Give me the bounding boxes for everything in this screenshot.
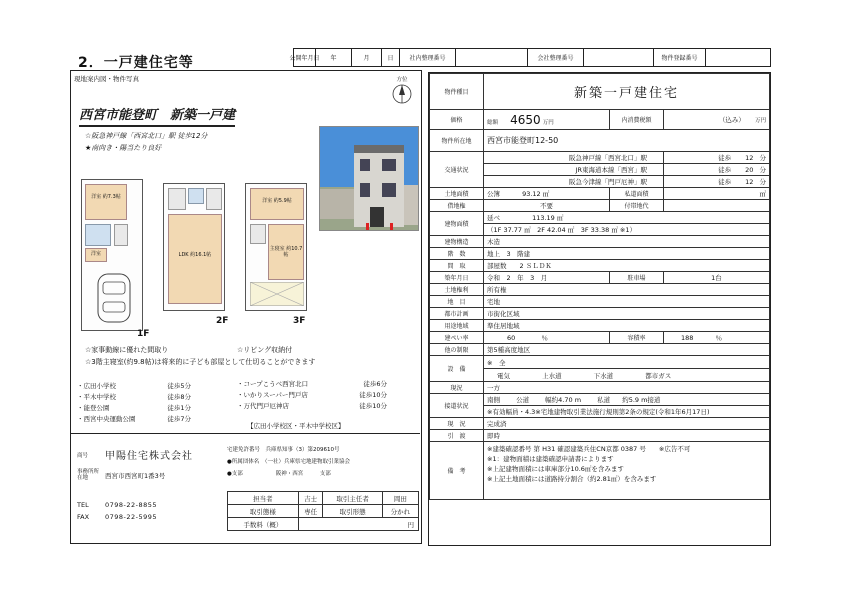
1f-stairs (114, 224, 128, 246)
header-cell-internal-no: 社内整理番号 (400, 49, 456, 66)
tel-label: TEL (77, 501, 89, 509)
staff-h4: 取引形態 (323, 505, 382, 518)
section-title: 2．一戸建住宅等 (78, 55, 194, 71)
3f-master-bedroom-label: 主寝室 約10.7帖 (269, 246, 303, 258)
built-label: 築年月日 (430, 272, 484, 284)
map-photo-panel (70, 70, 422, 544)
tax-cell (664, 110, 770, 130)
current-label: 現 況 (430, 418, 484, 430)
price-value: 4650 (510, 112, 541, 127)
floors: 地上 3 階建 (484, 248, 770, 260)
divider (71, 433, 420, 434)
header-cell-company-no-value (584, 49, 654, 66)
2f-toilet (188, 188, 204, 204)
remark-3: ※上記建物面積には車庫部分10.6㎡を含みます (487, 465, 624, 473)
transport-walk-2: 徒歩 20 分 (664, 164, 770, 176)
2f-stairs (168, 188, 186, 210)
property-photo (319, 126, 419, 231)
structure: 木造 (484, 236, 770, 248)
rent-value (664, 200, 770, 212)
staff-table (227, 491, 419, 531)
1f-bath (85, 224, 111, 246)
2f-kitchen (206, 188, 222, 210)
layout: 部屋数 2 ＳＬＤＫ (484, 260, 770, 272)
remarks-cell (484, 442, 770, 500)
fax-label: FAX (77, 513, 90, 521)
other: 第5種高度地区 (484, 344, 770, 356)
balcony-icon (250, 282, 304, 306)
property-type-label: 物件種目 (430, 74, 484, 110)
access-line-1: ☆阪急神戸線「西宮北口」駅 徒歩12分 (85, 132, 208, 140)
house-photo-image (320, 127, 419, 231)
use-zone-label: 用途地域 (430, 320, 484, 332)
layout-label: 間 取 (430, 260, 484, 272)
private-road-label: 私道面積 (610, 188, 664, 200)
header-cell-day: 日 (382, 49, 400, 66)
company-name-label: 商号 (77, 453, 89, 459)
staff-v1: 吉士 (298, 492, 323, 505)
nearby-item: ・広田小学校 徒歩5分 (77, 382, 191, 390)
road-label: 接道状況 (430, 394, 484, 418)
nearby-item: ・西宮中央運動公園 徒歩7分 (77, 415, 191, 423)
tax-unit: 万円 (754, 118, 766, 124)
details-table (429, 73, 770, 500)
staff-v2: 岡田 (382, 492, 418, 505)
current: 完成済 (484, 418, 770, 430)
nearby-item: ・コープこうべ西宮北口 徒歩6分 (237, 380, 387, 388)
nearby-item: ・平木中学校 徒歩8分 (77, 393, 191, 401)
header-cell-property-no: 物件登録番号 (654, 49, 706, 66)
nearby-left-list (77, 381, 217, 425)
transport-label: 交通状況 (430, 152, 484, 188)
tax-label: 内消費税額 (610, 110, 664, 130)
coverage-cell: 60 ％ (484, 332, 610, 344)
header-cell-month: 月 (352, 49, 382, 66)
car-icon (92, 270, 138, 326)
header-cell-date-label: 公開年月日 (294, 49, 316, 66)
floor-label-1f: 1F (137, 329, 150, 339)
compass-icon (389, 83, 415, 105)
price-prefix: 総額 (487, 119, 499, 126)
staff-v3: 専任 (298, 505, 323, 518)
transport-line-1: 阪急神戸線「西宮北口」駅 (484, 152, 664, 164)
3f-stairs (250, 224, 266, 244)
2f-ldk (168, 214, 222, 304)
1f-room-small-label: 洋室 (90, 251, 101, 257)
header-cell-year: 年 (316, 49, 352, 66)
staff-h1: 担当者 (228, 492, 299, 505)
3f-room-western (250, 188, 304, 220)
panel-top-label: 現地案内図・物件写真 (74, 75, 139, 83)
use-zone: 準住居地域 (484, 320, 770, 332)
floor-plan-1f (81, 179, 143, 331)
property-details-panel (428, 72, 771, 546)
remark-4: ※上記土地面積には道路持分割合（約2.81㎡）を含みます (487, 475, 657, 483)
company-name: 甲陽住宅株式会社 (105, 451, 193, 462)
land-right: 不要 (484, 200, 610, 212)
license-number: 宅建免許番号 兵庫県知事（3）第209610号 (227, 447, 340, 453)
nearby-item: ・いかりスーパー門戸店 徒歩10分 (237, 391, 387, 399)
property-title: 西宮市能登町 新築一戸建 (79, 104, 235, 127)
facilities-label: 設 備 (430, 356, 484, 382)
header-cell-company-no: 会社整理番号 (528, 49, 584, 66)
header-cell-property-no-value (706, 49, 770, 66)
rent-label: 付帯地代 (610, 200, 664, 212)
north-label: 方位 (396, 77, 408, 83)
land-rights: 所有権 (484, 284, 770, 296)
road-cell: 南側 公道 幅約4.70 m 私道 約5.9 m接道 (484, 394, 770, 406)
price-label: 価格 (430, 110, 484, 130)
remark-2: ※1：建物面積は建築確認申請書によります (487, 455, 614, 463)
floor-label-3f: 3F (293, 316, 306, 326)
staff-h2: 取引主任者 (323, 492, 382, 505)
land-rights-label: 土地権利 (430, 284, 484, 296)
price-cell (484, 110, 610, 130)
property-type: 新築一戸建住宅 (484, 74, 770, 110)
structure-label: 建物構造 (430, 236, 484, 248)
nearby-item: ・能登公園 徒歩1分 (77, 404, 191, 412)
land-category: 宅地 (484, 296, 770, 308)
land-area-label: 土地面積 (430, 188, 484, 200)
far-label: 容積率 (610, 332, 664, 344)
tax-note: （込み） (718, 116, 745, 124)
school-district: 【広田小学校区・平木中学校区】 (247, 422, 345, 430)
nearby-item: ・万代門戸厄神店 徒歩10分 (237, 402, 387, 410)
remarks-label: 備 考 (430, 442, 484, 500)
access-line-2: ★南向き・陽当たり良好 (85, 144, 162, 152)
location: 西宮市能登町12-50 (484, 130, 770, 152)
built: 令和 2 年 3 月 (484, 272, 610, 284)
association: ●所属団体名 （一社）兵庫県宅地建物取引業協会 (227, 459, 351, 465)
city-plan-label: 都市計画 (430, 308, 484, 320)
parking-label: 駐車場 (610, 272, 664, 284)
location-label: 物件所在地 (430, 130, 484, 152)
header-cell-internal-no-value (456, 49, 528, 66)
transport-line-3: 阪急今津線「門戸厄神」駅 (484, 176, 664, 188)
delivery: 即時 (484, 430, 770, 442)
header-table (289, 48, 771, 67)
coverage-label: 建ぺい率 (430, 332, 484, 344)
2f-ldk-label: LDK 約16.1帖 (178, 252, 212, 258)
transport-line-2: JR東海道本線「西宮」駅 (484, 164, 664, 176)
floor-plan-2f (163, 183, 225, 311)
private-road-unit: ㎡ (664, 188, 770, 200)
status: 一方 (484, 382, 770, 394)
fee-unit: 円 (298, 518, 418, 531)
feature-1: ☆家事動線に優れた間取り (85, 346, 169, 354)
company-address: 西宮市西宮町1番3号 (105, 472, 166, 480)
price-unit: 万円 (542, 119, 554, 126)
fax-number: 0798-22-5995 (105, 513, 158, 521)
nearby-right-list (237, 379, 417, 412)
delivery-label: 引 渡 (430, 430, 484, 442)
floors-label: 階 数 (430, 248, 484, 260)
land-area-cell: 公簿 93.12 ㎡ (484, 188, 610, 200)
fee-label: 手数料（概） (228, 518, 299, 531)
remark-1: ※建築確認番号 第 H31 確認建築兵住CN京都 0387 号 ※広告不可 (487, 445, 691, 453)
floor-plan-3f (245, 183, 307, 311)
status-label: 現況 (430, 382, 484, 394)
1f-room-western-label: 洋室 約7.3帖 (91, 194, 121, 200)
city-plan: 市街化区域 (484, 308, 770, 320)
staff-h3: 取引態様 (228, 505, 299, 518)
land-right-label: 借地権 (430, 200, 484, 212)
parking: 1台 (664, 272, 770, 284)
far-cell: 188 ％ (664, 332, 770, 344)
staff-v4: 分かれ (382, 505, 418, 518)
transport-walk-3: 徒歩 12 分 (664, 176, 770, 188)
association-branch: ●支部 阪神・西宮 支部 (227, 471, 331, 477)
building-total-cell: 延べ 113.19 ㎡ (484, 212, 770, 224)
facilities-cell: 電気 上水道 下水道 都市ガス (484, 369, 770, 382)
3f-room-western-label: 洋室 約5.9帖 (262, 198, 292, 204)
feature-3: ☆3階主寝室(約9.8帖)は将来的に子ども部屋として仕切ることができます (85, 358, 316, 366)
transport-walk-1: 徒歩 12 分 (664, 152, 770, 164)
building-area-label: 建物面積 (430, 212, 484, 236)
road-note: ※有効幅員・4.3※宅地建物取引業法施行規則第2条の規定(令和1年6月17日) (484, 406, 770, 418)
facilities-top: ※ 全 (484, 356, 770, 369)
tel-number: 0798-22-8855 (105, 501, 158, 509)
north-compass (389, 75, 415, 105)
building-breakdown: （1F 37.77 ㎡ 2F 42.04 ㎡ 3F 33.38 ㎡ ※1） (484, 224, 770, 236)
feature-2: ☆リビング収納付 (237, 346, 293, 354)
1f-room-western (85, 184, 127, 220)
company-address-label: 事務所所在地 (77, 469, 100, 481)
other-label: 他の制限 (430, 344, 484, 356)
floor-label-2f: 2F (216, 316, 229, 326)
land-category-label: 地 目 (430, 296, 484, 308)
